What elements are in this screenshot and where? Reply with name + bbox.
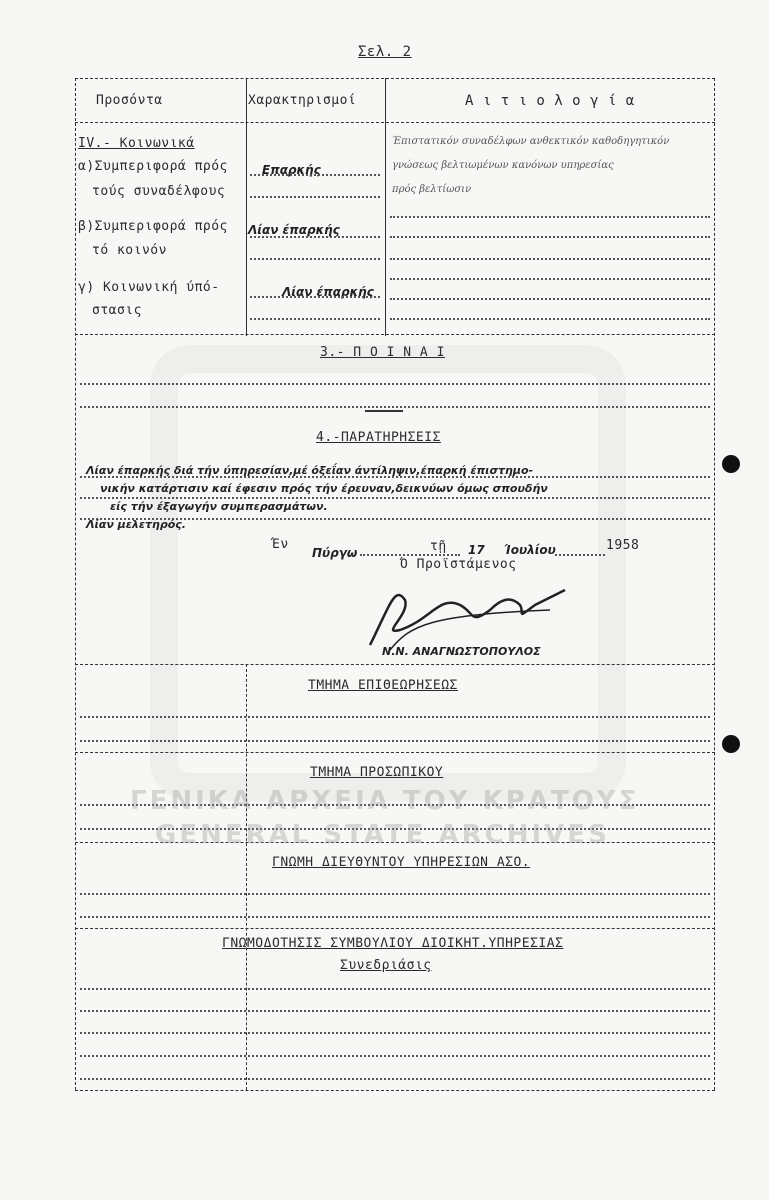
header-characterizations: Χαρακτηρισμοί bbox=[248, 93, 357, 108]
date-en: Έν bbox=[272, 537, 289, 552]
dotted-line bbox=[390, 318, 710, 320]
date-place: Πύργω bbox=[312, 546, 358, 560]
table-right-border bbox=[714, 78, 715, 1090]
lower-column-divider bbox=[246, 664, 247, 1090]
personnel-top-border bbox=[75, 752, 715, 753]
dotted-line bbox=[390, 278, 710, 280]
table-bottom-border bbox=[75, 1090, 715, 1091]
dotted-line bbox=[250, 174, 380, 176]
date-day: 17 bbox=[468, 543, 485, 557]
section-divider bbox=[365, 410, 403, 412]
personnel-section-title: ΤΜΗΜΑ ΠΡΟΣΩΠΙΚΟΥ bbox=[310, 765, 444, 780]
supervisor-name: Ν.Ν. ΑΝΑΓΝΩΣΤΟΠΟΥΛΟΣ bbox=[382, 645, 541, 658]
date-month: Ίουλίου bbox=[504, 543, 556, 557]
archive-emblem-watermark bbox=[150, 345, 626, 801]
handwritten-reason-line1: Έπιστατικόν συναδέλφων ανθεκτικόν καθοδηγητικόν bbox=[392, 136, 670, 147]
dotted-line bbox=[250, 236, 380, 238]
dotted-line bbox=[390, 236, 710, 238]
dotted-line bbox=[80, 1055, 710, 1057]
remarks-line4: Λίαν μελετηρός. bbox=[86, 518, 186, 531]
director-opinion-title: ΓΝΩΜΗ ΔΙΕΥΘΥΝΤΟΥ ΥΠΗΡΕΣΙΩΝ ΑΣΟ. bbox=[272, 855, 531, 870]
remarks-title: 4.-ΠΑΡΑΤΗΡΗΣΕΙΣ bbox=[316, 430, 441, 445]
rating-public: Λίαν έπαρκής bbox=[248, 223, 340, 237]
social-standing-line1: γ) Κοινωνική ύπό- bbox=[78, 280, 220, 295]
watermark-english: GENERAL STATE ARCHIVES bbox=[155, 820, 610, 850]
rating-colleagues: Επαρκής bbox=[262, 163, 321, 177]
dotted-line bbox=[80, 1010, 710, 1012]
header-bottom-border bbox=[75, 122, 715, 123]
inspection-top-border bbox=[75, 664, 715, 665]
dotted-line bbox=[390, 216, 710, 218]
dotted-line bbox=[80, 383, 710, 385]
remarks-line2: νικήν κατάρτισιν καί έφεσιν πρός τήν έρευναν,δεικνύων όμως σπουδήν bbox=[100, 482, 548, 495]
dotted-line bbox=[555, 554, 605, 556]
supervisor-role: Ό Προϊστάμενος bbox=[400, 557, 517, 572]
dotted-line bbox=[390, 298, 710, 300]
rating-social-standing: Λίαν έπαρκής bbox=[282, 285, 374, 299]
dotted-line bbox=[80, 740, 710, 742]
penalties-title: 3.- Π Ο Ι Ν Α Ι bbox=[320, 345, 445, 360]
dotted-line bbox=[250, 318, 380, 320]
remarks-line3: είς τήν έξαγωγήν συμπερασμάτων. bbox=[110, 500, 328, 513]
behavior-public-line2: τό κοινόν bbox=[92, 243, 167, 258]
date-year: 1958 bbox=[606, 538, 640, 553]
dotted-line bbox=[80, 497, 710, 499]
dotted-line bbox=[250, 196, 380, 198]
behavior-colleagues-line1: α)Συμπεριφορά πρός bbox=[78, 159, 228, 174]
watermark-greek: ΓΕΝΙΚΑ ΑΡΧΕΙΑ ΤΟΥ ΚΡΑΤΟΥΣ bbox=[130, 786, 640, 816]
dotted-line bbox=[80, 1032, 710, 1034]
social-standing-line2: στασις bbox=[92, 303, 142, 318]
dotted-line bbox=[250, 258, 380, 260]
dotted-line bbox=[80, 406, 710, 408]
dotted-line bbox=[80, 1078, 710, 1080]
dotted-line bbox=[80, 988, 710, 990]
behavior-colleagues-line2: τούς συναδέλφους bbox=[92, 184, 226, 199]
handwritten-reason-line2: γνώσεως βελτιωμένων κανόνων υπηρεσίας bbox=[392, 160, 614, 171]
handwritten-reason-line3: πρός βελτίωσιν bbox=[392, 184, 472, 195]
council-top-border bbox=[75, 928, 715, 929]
dotted-line bbox=[80, 893, 710, 895]
dotted-line bbox=[250, 296, 380, 298]
header-justification: Α ι τ ι ο λ ο γ ί α bbox=[465, 93, 635, 109]
remarks-line1: Λίαν έπαρκής διά τήν ύπηρεσίαν,μέ όξεΐαν άντίληψιν,έπαρκή έπιστημο- bbox=[86, 464, 534, 477]
date-ti: τῇ bbox=[430, 539, 447, 554]
table-top-border bbox=[75, 78, 715, 79]
column-divider-1 bbox=[246, 78, 247, 336]
behavior-public-line1: β)Συμπεριφορά πρός bbox=[78, 219, 228, 234]
dotted-line bbox=[80, 716, 710, 718]
dotted-line bbox=[390, 258, 710, 260]
binder-hole bbox=[722, 735, 740, 753]
inspection-section-title: ΤΜΗΜΑ ΕΠΙΘΕΩΡΗΣΕΩΣ bbox=[308, 678, 458, 693]
council-session-label: Συνεδριάσις bbox=[340, 958, 432, 973]
table-left-border bbox=[75, 78, 76, 1090]
header-qualifications: Προσόντα bbox=[96, 93, 163, 108]
section-social-title: IV.- Κοινωνικά bbox=[78, 136, 195, 151]
council-opinion-title: ΓΝΩΜΟΔΟΤΗΣΙΣ ΣΥΜΒΟΥΛΙΟΥ ΔΙΟΙΚΗΤ.ΥΠΗΡΕΣΙΑΣ bbox=[222, 936, 564, 951]
binder-hole bbox=[722, 455, 740, 473]
column-divider-2 bbox=[385, 78, 386, 336]
social-section-bottom-border bbox=[75, 334, 715, 335]
dotted-line bbox=[80, 916, 710, 918]
page-number: Σελ. 2 bbox=[358, 44, 412, 60]
handwritten-signature bbox=[350, 575, 580, 655]
dotted-line bbox=[360, 554, 460, 556]
